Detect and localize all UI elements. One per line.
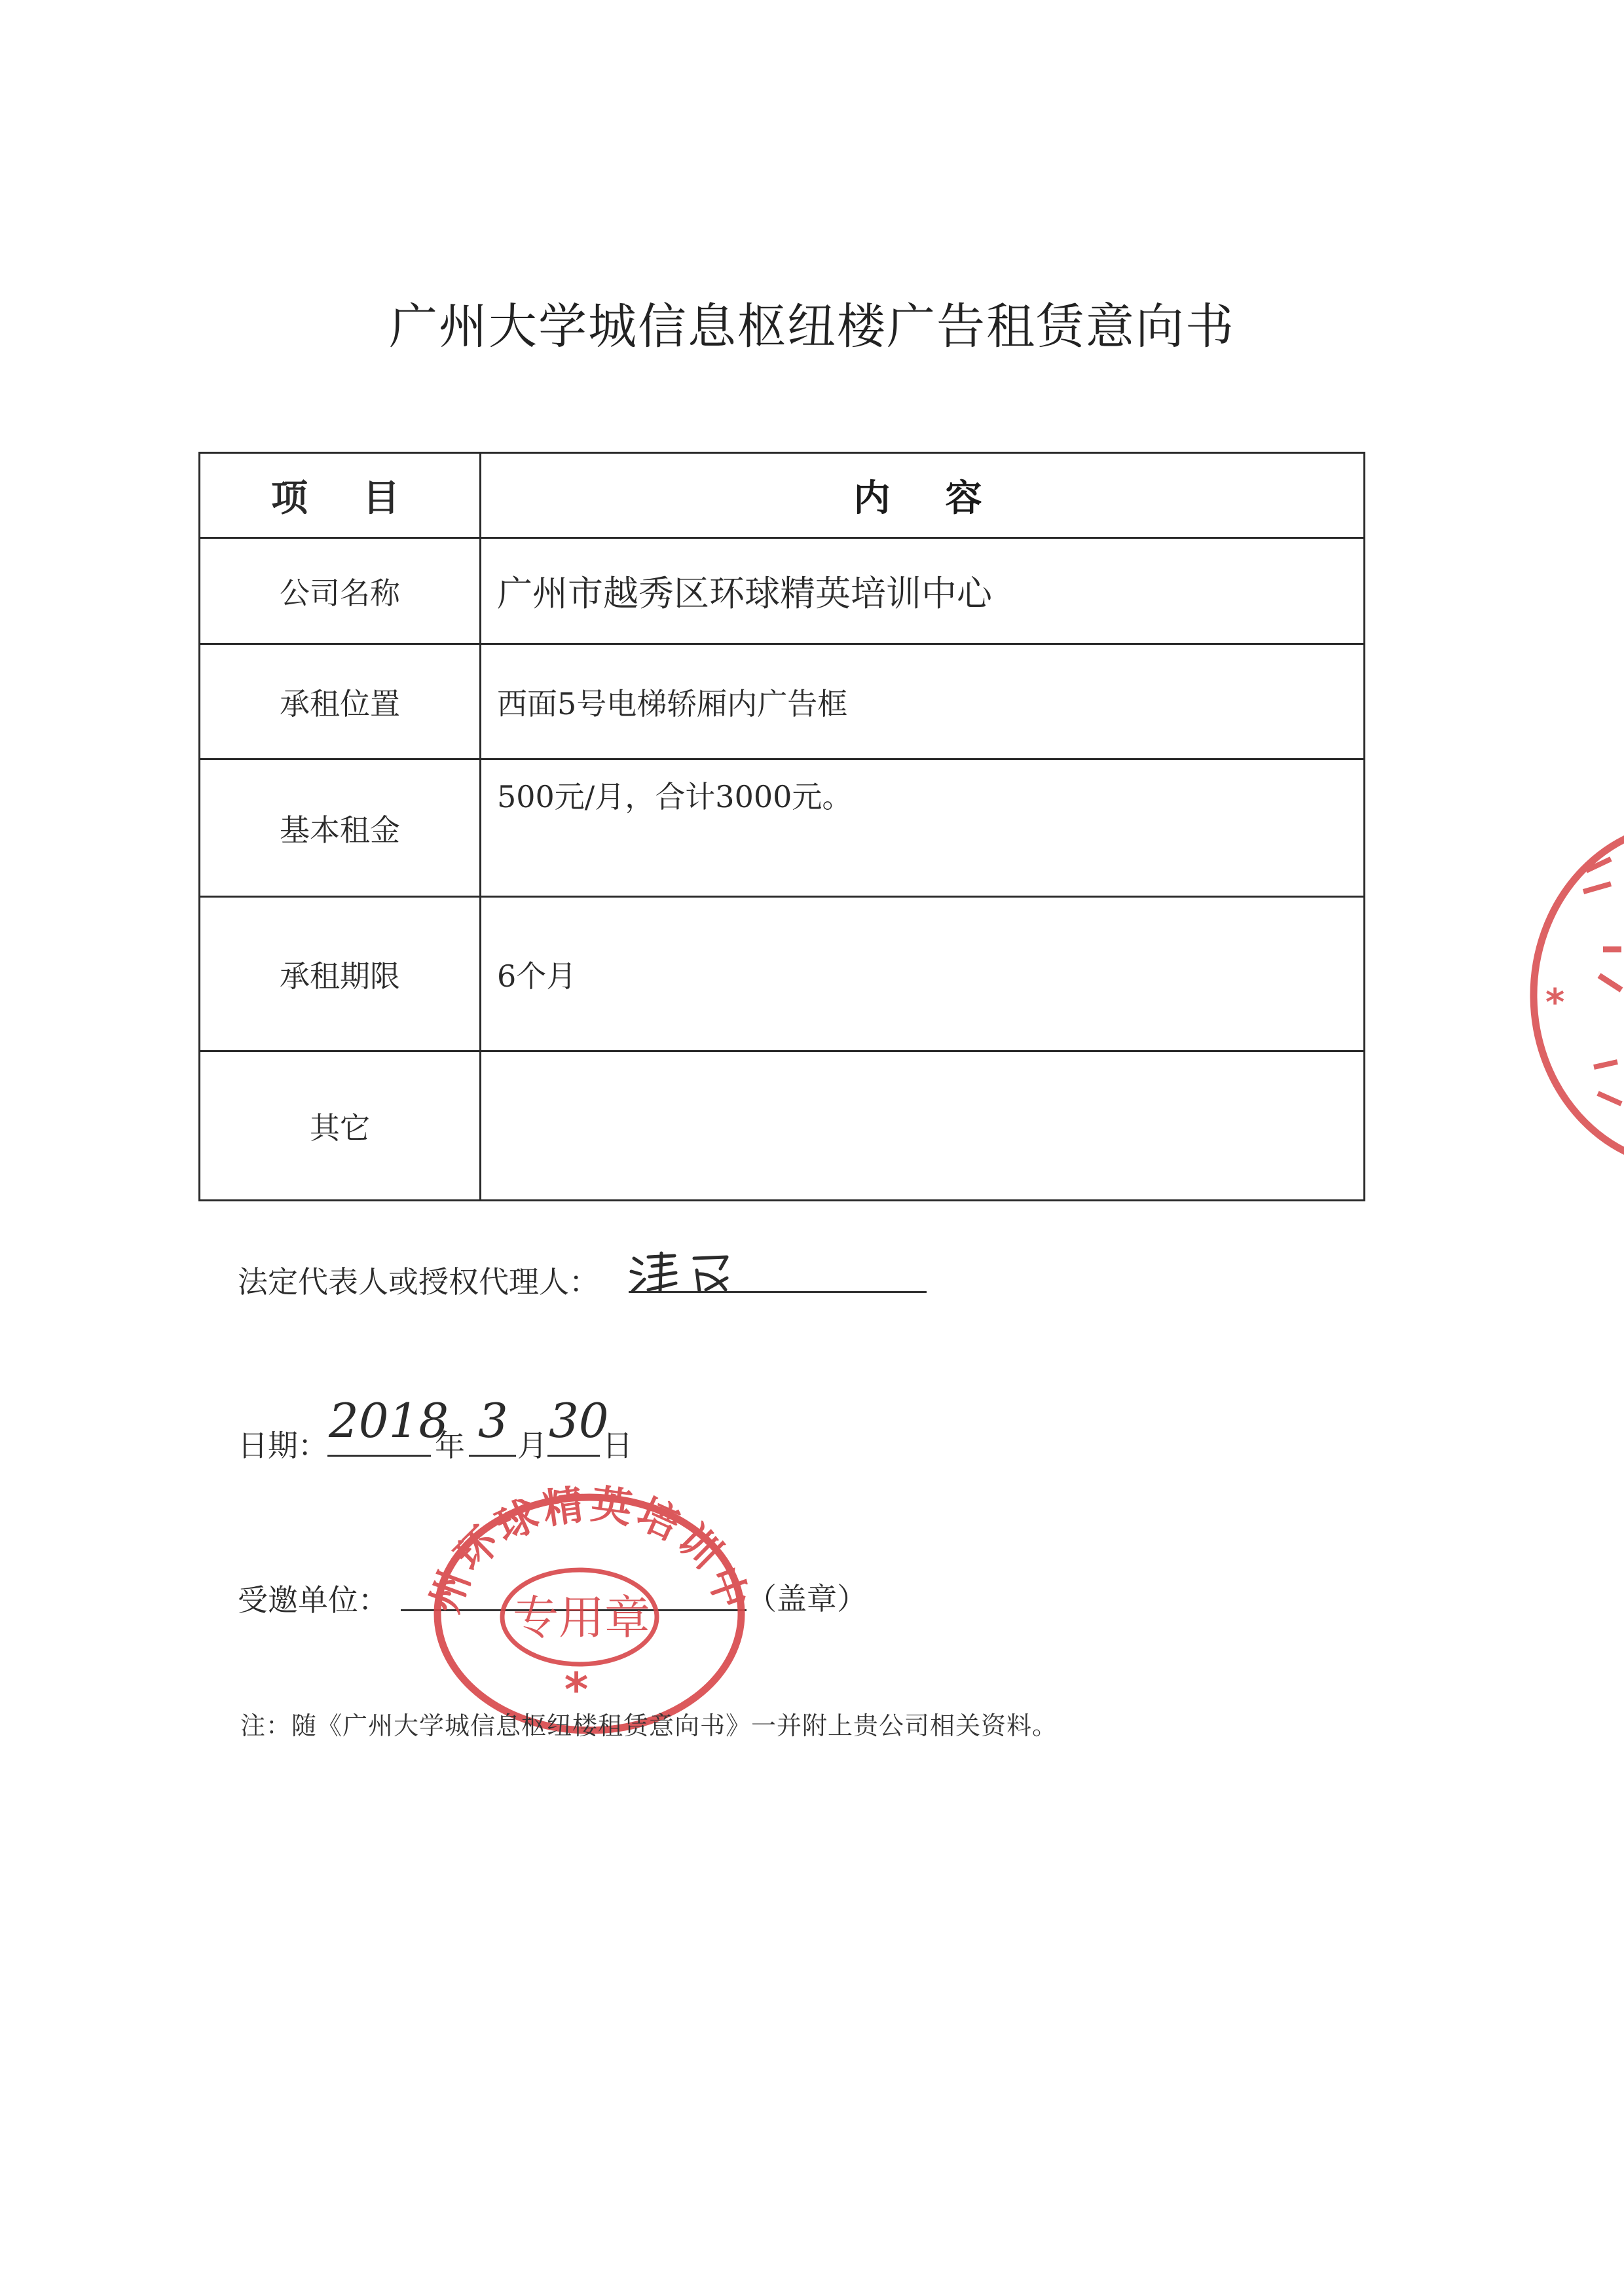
seal-center-text: 专用章 xyxy=(513,1591,650,1645)
date-year-underline xyxy=(327,1455,431,1457)
row-label-term: 承租期限 xyxy=(200,897,481,1051)
row-label-other: 其它 xyxy=(200,1051,481,1201)
date-year-handwritten: 2018 xyxy=(329,1393,449,1448)
date-day-underline xyxy=(547,1455,600,1457)
row-label-company: 公司名称 xyxy=(200,538,481,644)
row-value-rent: 500元/月，合计3000元。 xyxy=(481,759,1365,897)
company-seal-stamp xyxy=(419,1480,760,1738)
unit-label: 受邀单位： xyxy=(238,1582,388,1618)
svg-text:*: * xyxy=(1545,981,1565,1024)
table-row xyxy=(200,759,1365,897)
row-value-term: 6个月 xyxy=(481,897,1365,1051)
date-day-handwritten: 30 xyxy=(549,1393,609,1448)
edge-seal-stamp-partial xyxy=(1526,818,1624,1172)
row-label-rent: 基本租金 xyxy=(200,759,481,897)
row-value-location: 西面5号电梯轿厢内广告框 xyxy=(481,644,1365,759)
row-value-company: 广州市越秀区环球精英培训中心 xyxy=(481,538,1365,644)
seal-ring-text: 州环球精英培训中 xyxy=(420,1480,759,1619)
row-label-location: 承租位置 xyxy=(200,644,481,759)
seal-note: （盖章） xyxy=(747,1581,867,1616)
table-row xyxy=(200,538,1365,644)
date-month-unit: 月 xyxy=(517,1428,547,1463)
footnote: 注：随《广州大学城信息枢纽楼租赁意向书》一并附上贵公司相关资料。 xyxy=(240,1711,1058,1740)
lease-form-table xyxy=(198,452,1365,1201)
table-row xyxy=(200,644,1365,759)
date-month-handwritten: 3 xyxy=(478,1393,508,1448)
row-value-other xyxy=(481,1051,1365,1201)
table-header-row xyxy=(200,453,1365,538)
handwritten-signature xyxy=(629,1244,760,1296)
seal-star: * xyxy=(564,1663,589,1717)
header-content: 内 容 xyxy=(481,453,1365,538)
table-row xyxy=(200,897,1365,1051)
representative-label: 法定代表人或授权代理人： xyxy=(238,1264,599,1300)
date-month-underline xyxy=(469,1455,516,1457)
document-title: 广州大学城信息枢纽楼广告租赁意向书 xyxy=(389,299,1235,355)
date-day-unit: 日 xyxy=(602,1428,633,1463)
header-item: 项 目 xyxy=(200,453,481,538)
date-label: 日期： xyxy=(238,1428,328,1463)
date-year-unit: 年 xyxy=(435,1428,465,1463)
table-row xyxy=(200,1051,1365,1201)
